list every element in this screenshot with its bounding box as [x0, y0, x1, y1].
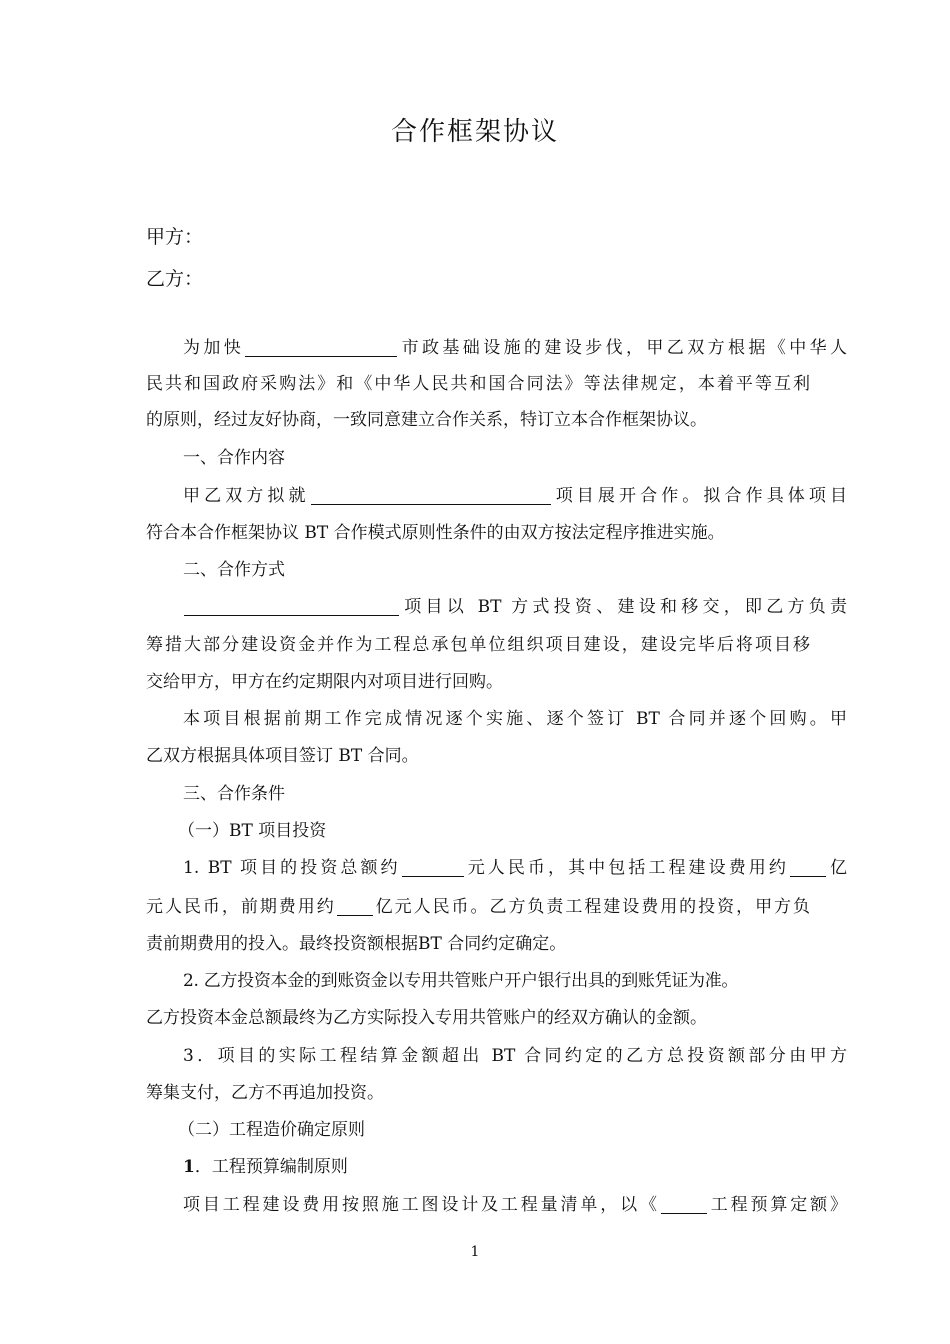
paragraph-line: 责前期费用的投入。最终投资额根据BT 合同约定确定。: [146, 934, 567, 954]
document-title: 合作框架协议: [390, 117, 559, 147]
paragraph-line: 甲乙双方拟就 项目展开合作。拟合作具体项目: [183, 486, 848, 506]
subsection-heading: （一）BT 项目投资: [178, 821, 327, 841]
party-a-label: 甲方：: [146, 226, 204, 248]
party-b-label: 乙方：: [146, 268, 204, 290]
paragraph-line: 民共和国政府采购法》和《中华人民共和国合同法》等法律规定，本着平等互利: [146, 374, 810, 394]
paragraph-line: 元人民币，前期费用约 亿元人民币。乙方负责工程建设费用的投资，甲方负: [146, 897, 811, 917]
section-heading: 二、合作方式: [183, 560, 285, 580]
paragraph-line: 3．项目的实际工程结算金额超出 BT 合同约定的乙方总投资额部分由甲方: [183, 1046, 847, 1066]
paragraph-line: 项目以 BT 方式投资、建设和移交，即乙方负责: [146, 592, 847, 622]
section-heading: 一、合作内容: [183, 448, 285, 468]
fill-in-blank[interactable]: [402, 858, 464, 877]
fill-in-blank[interactable]: [790, 858, 826, 877]
paragraph-line: 项目工程建设费用按照施工图设计及工程量清单，以《 工程预算定额》: [183, 1195, 848, 1215]
paragraph-line: 交给甲方，甲方在约定期限内对项目进行回购。: [146, 672, 503, 692]
fill-in-blank[interactable]: [245, 338, 397, 357]
paragraph-line: 为加快 市政基础设施的建设步伐，甲乙双方根据《中华人: [183, 338, 848, 358]
paragraph-line: 2. 乙方投资本金的到账资金以专用共管账户开户银行出具的到账凭证为准。: [183, 971, 739, 991]
fill-in-blank[interactable]: [184, 597, 399, 616]
paragraph-line: 筹措大部分建设资金并作为工程总承包单位组织项目建设，建设完毕后将项目移: [146, 635, 810, 655]
fill-in-blank[interactable]: [311, 486, 551, 505]
page-number: 1: [470, 1244, 480, 1260]
fill-in-blank[interactable]: [661, 1195, 707, 1214]
paragraph-line: 乙双方根据具体项目签订 BT 合同。: [146, 746, 419, 766]
paragraph-line: 乙方投资本金总额最终为乙方实际投入专用共管账户的经双方确认的金额。: [146, 1008, 707, 1028]
fill-in-blank[interactable]: [337, 897, 373, 916]
paragraph-line: 1．工程预算编制原则: [183, 1157, 348, 1177]
subsection-heading: （二）工程造价确定原则: [178, 1120, 365, 1140]
section-heading: 三、合作条件: [183, 784, 285, 804]
paragraph-line: 1. BT 项目的投资总额约 元人民币，其中包括工程建设费用约 亿: [183, 858, 848, 878]
paragraph-line: 的原则，经过友好协商，一致同意建立合作关系，特订立本合作框架协议。: [146, 410, 707, 430]
paragraph-line: 筹集支付，乙方不再追加投资。: [146, 1083, 384, 1103]
paragraph-line: 符合本合作框架协议 BT 合作模式原则性条件的由双方按法定程序推进实施。: [146, 523, 725, 543]
paragraph-line: 本项目根据前期工作完成情况逐个实施、逐个签订 BT 合同并逐个回购。甲: [183, 709, 847, 729]
